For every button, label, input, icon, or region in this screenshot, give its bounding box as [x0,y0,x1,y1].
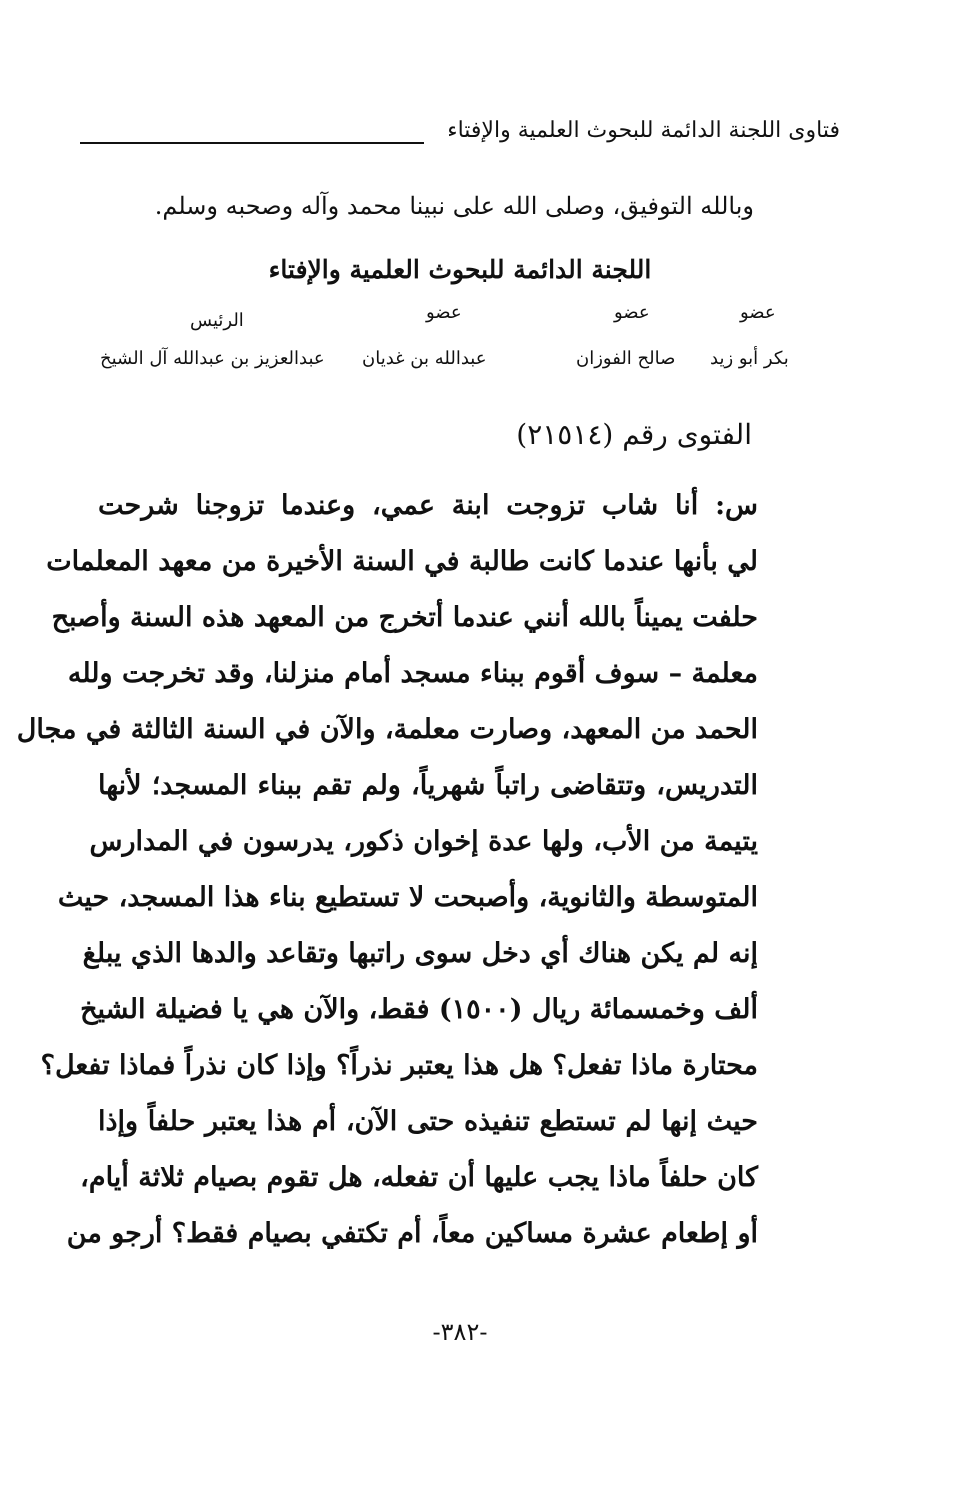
body-line: المتوسطة والثانوية، وأصبحت لا تستطيع بناء هذا المسجد، حيث [57,882,758,913]
body-line: أو إطعام عشرة مساكين معاً، أم تكتفي بصيام فقط؟ أرجو من [66,1218,758,1249]
closing-line: وبالله التوفيق، وصلى الله على نبينا محمد وآله وصحبه وسلم. [154,192,754,220]
question-text [16,478,758,1262]
page-number: -٣٨٢- [432,1318,488,1346]
signatory-role-3: عضو [426,302,462,323]
body-line: التدريس، وتتقاضى راتباً شهرياً، ولم تقم ببناء المسجد؛ لأنها [98,770,758,801]
body-line: إنه لم يكن هناك أي دخل سوى راتبها وتقاعد والدها الذي يبلغ [82,938,758,969]
body-line: س: أنا شاب تزوجت ابنة عمي، وعندما تزوجنا شرحت [98,490,758,521]
running-header [80,118,840,158]
signatory-role-1: عضو [740,302,776,323]
header-rule [80,142,424,144]
body-line: كان حلفاً ماذا يجب عليها أن تفعله، هل تقوم بصيام ثلاثة أيام، [80,1162,758,1193]
signatory-role-4: الرئيس [190,310,244,331]
header-title: فتاوى اللجنة الدائمة للبحوث العلمية والإفتاء [447,118,840,143]
signatory-role-2: عضو [614,302,650,323]
body-line: ألف وخمسمائة ريال (١٥٠٠) فقط، والآن هي يا فضيلة الشيخ [80,994,758,1025]
body-line: معلمة – سوف أقوم ببناء مسجد أمام منزلنا، وقد تخرجت ولله [67,658,758,689]
body-line: الحمد من المعهد، وصارت معلمة، والآن في السنة الثالثة في مجال [16,714,758,745]
signatory-name-4: عبدالعزيز بن عبدالله آل الشيخ [100,348,325,369]
body-line: لي بأنها عندما كانت طالبة في السنة الأخيرة من معهد المعلمات [46,546,758,577]
signatory-name-2: صالح الفوزان [576,348,676,369]
body-line: حلفت يميناً بالله أنني عندما أتخرج من المعهد هذه السنة وأصبح [51,602,758,633]
signatory-name-3: عبدالله بن غديان [362,348,487,369]
signatory-name-1: بكر أبو زيد [710,348,789,369]
body-line: حيث إنها لم تستطع تنفيذه حتى الآن، أم هذا يعتبر حلفاً وإذا [98,1106,758,1137]
body-line: محتارة ماذا تفعل؟ هل هذا يعتبر نذراً؟ وإذا كان نذراً فماذا تفعل؟ [40,1050,758,1081]
body-line: يتيمة من الأب، ولها عدة إخوان ذكور، يدرسون في المدارس [89,826,758,857]
committee-name: اللجنة الدائمة للبحوث العلمية والإفتاء [268,255,652,284]
fatwa-number: الفتوى رقم (٢١٥١٤) [516,418,752,451]
